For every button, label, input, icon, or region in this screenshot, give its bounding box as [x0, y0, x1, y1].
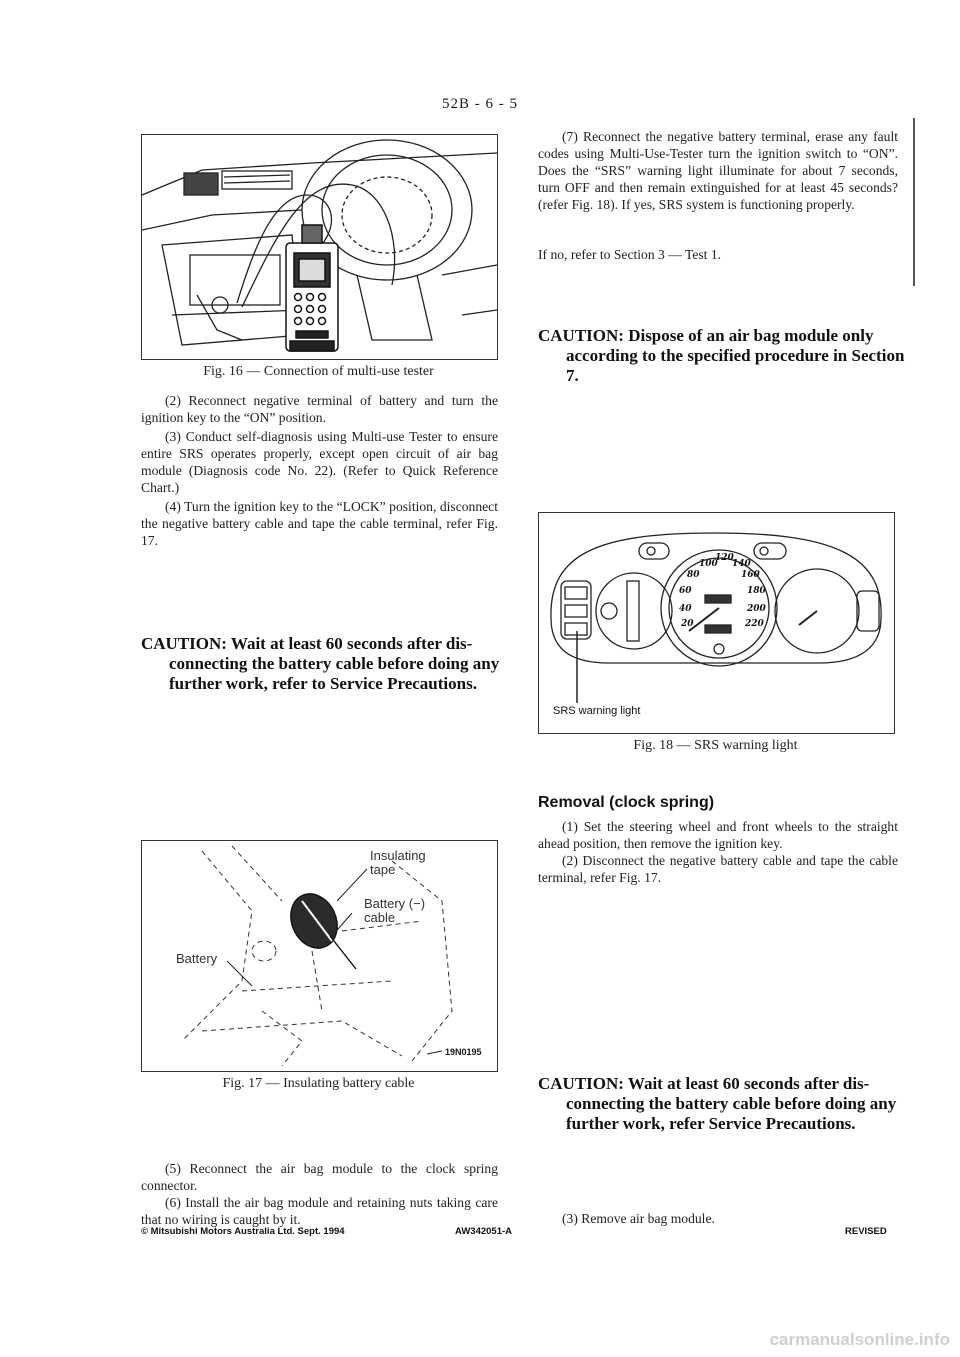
- removal-heading: Removal (clock spring): [538, 794, 715, 811]
- multi-use-tester-drawing: [142, 135, 497, 359]
- label-insulating-tape: Insulating tape: [370, 848, 426, 877]
- speedo-tick-100: 100: [699, 559, 718, 569]
- speedo-tick-140: 140: [732, 559, 751, 569]
- removal-step-1-paragraph: [538, 818, 898, 852]
- step-4-paragraph: [141, 498, 498, 549]
- step-7-no-branch: If no, refer to Section 3 — Test 1.: [538, 247, 722, 262]
- fig18-illustration: [538, 512, 895, 734]
- speedo-tick-60: 60: [679, 586, 692, 596]
- step-3-text: (3) Conduct self-diagnosis using Multi-use Tester to ensure entire SRS operates properly, except open circuit of air bag module (Diagnosis code No. 22). (Refer to Quick Reference Chart.): [141, 429, 498, 495]
- margin-rule: [913, 118, 915, 286]
- speedo-tick-160: 160: [741, 570, 760, 580]
- footer-doc-code: AW342051-A: [455, 1226, 513, 1237]
- figure-code: 19N0195: [445, 1047, 482, 1057]
- caution-3-first-line: CAUTION: Wait at least 60 seconds after dis-: [538, 1074, 870, 1093]
- label-battery: Battery: [176, 951, 218, 966]
- step-2-text: (2) Reconnect negative terminal of battery and turn the ignition key to the “ON” position.: [141, 393, 498, 425]
- speedo-tick-200: 200: [747, 604, 766, 614]
- fig16-caption: Fig. 16 — Connection of multi-use tester: [203, 364, 434, 379]
- caution-note-2: [538, 326, 906, 386]
- step-7-text: (7) Reconnect the negative battery terminal, erase any fault codes using Multi-Use-Tester turn the ignition switch to “ON”. Does the “SRS” warning light illuminate for about 7 seconds, turn OFF and then remain extinguished for at least 45 seconds? (refer Fig. 18). If yes, SRS system is functioning properly.: [538, 129, 898, 212]
- label-battery-cable: Battery (−) cable: [364, 896, 426, 925]
- caution-1-continued: connecting the battery cable before doing any further work, refer to Service Precautions.: [169, 654, 500, 693]
- removal-step-2-text: (2) Disconnect the negative battery cable and tape the cable terminal, refer Fig. 17.: [538, 853, 898, 885]
- page-number: 52B - 6 - 5: [442, 96, 518, 112]
- caution-3-continued: connecting the battery cable before doing any further work, refer Service Precautions.: [566, 1094, 897, 1133]
- caution-note-1: [141, 634, 501, 694]
- step-2-paragraph: [141, 392, 498, 426]
- fig18-caption: Fig. 18 — SRS warning light: [633, 738, 798, 753]
- step-4-text: (4) Turn the ignition key to the “LOCK” position, disconnect the negative battery cable and tape the cable terminal, refer Fig. 17.: [141, 499, 498, 548]
- watermark: carmanualsonline.info: [769, 1330, 950, 1349]
- step-6-paragraph: [141, 1194, 498, 1228]
- caution-2-first-line: CAUTION: Dispose of an air bag module only: [538, 326, 874, 345]
- fig16-illustration: [141, 134, 498, 360]
- instrument-cluster-drawing: [539, 513, 894, 733]
- fig17-caption: Fig. 17 — Insulating battery cable: [222, 1076, 415, 1091]
- removal-step-3-paragraph: [538, 1210, 898, 1227]
- caution-2-continued: according to the specified procedure in Section 7.: [566, 346, 905, 385]
- step-3-paragraph: [141, 428, 498, 496]
- step-6-text: (6) Install the air bag module and retaining nuts taking care that no wiring is caught by it.: [141, 1195, 498, 1227]
- step-7-paragraph: [538, 128, 898, 213]
- removal-step-3-text: (3) Remove air bag module.: [562, 1211, 715, 1226]
- caution-1-first-line: CAUTION: Wait at least 60 seconds after dis-: [141, 634, 473, 653]
- speedo-tick-120: 120: [715, 553, 734, 563]
- speedo-tick-220: 220: [745, 619, 764, 629]
- speedo-tick-20: 20: [681, 619, 694, 629]
- fig17-illustration: [141, 840, 498, 1072]
- step-5-text: (5) Reconnect the air bag module to the clock spring connector.: [141, 1161, 498, 1193]
- speedo-tick-180: 180: [747, 586, 766, 596]
- footer-status: REVISED: [845, 1226, 887, 1237]
- removal-step-1-text: (1) Set the steering wheel and front wheels to the straight ahead position, then remove the ignition key.: [538, 819, 898, 851]
- caution-note-3: [538, 1074, 906, 1134]
- step-5-paragraph: [141, 1160, 498, 1194]
- speedo-tick-40: 40: [679, 604, 692, 614]
- speedo-tick-80: 80: [687, 570, 700, 580]
- footer-copyright: © Mitsubishi Motors Australia Ltd. Sept. 1994: [141, 1226, 345, 1237]
- srs-warning-light-label: SRS warning light: [553, 705, 641, 717]
- removal-step-2-paragraph: [538, 852, 898, 886]
